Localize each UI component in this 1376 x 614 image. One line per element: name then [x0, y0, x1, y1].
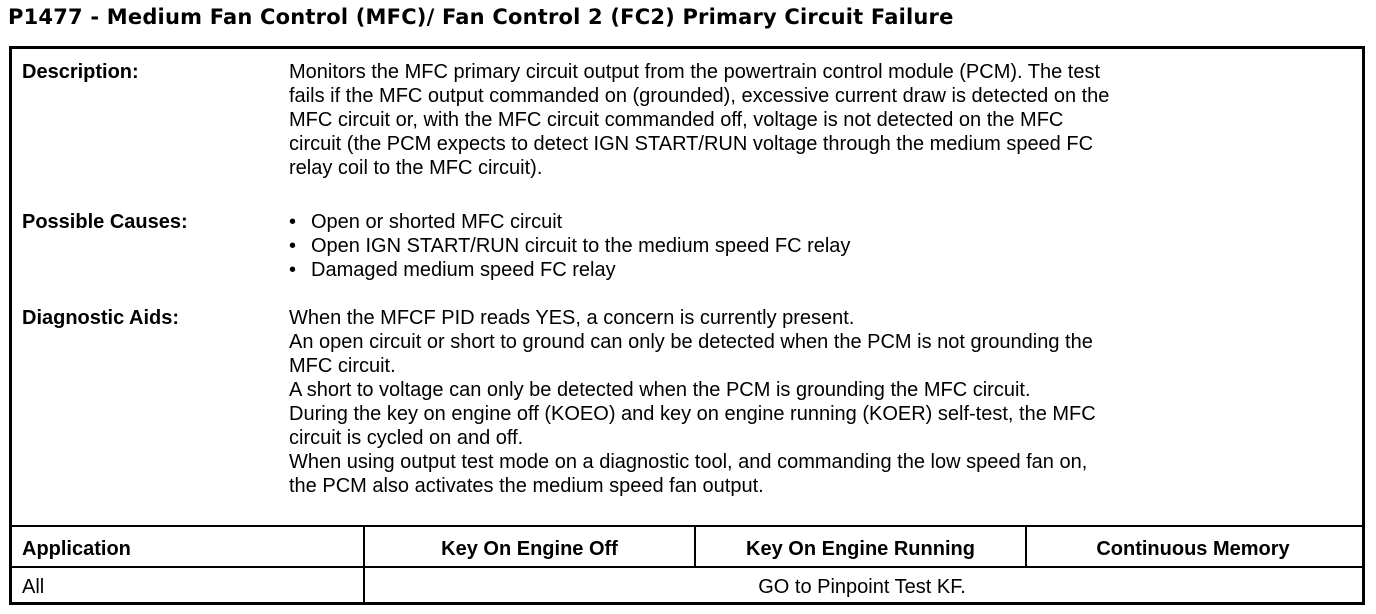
diagnostic-aid-line: When the MFCF PID reads YES, a concern is currently present. [289, 307, 855, 329]
diagnostic-aid-line: circuit is cycled on and off. [289, 427, 524, 449]
diagnostic-aids-text [289, 306, 1348, 498]
cause-text: Open IGN START/RUN circuit to the medium speed FC relay [311, 235, 851, 257]
dtc-info-box [9, 46, 1365, 605]
description-label: Description: [22, 61, 139, 83]
pinpoint-test-action: GO to Pinpoint Test KF. [758, 576, 966, 598]
bullet-icon: • [289, 259, 297, 281]
table-top-divider [12, 525, 1362, 527]
bullet-icon: • [289, 211, 297, 233]
application-value: All [22, 576, 45, 598]
list-item [289, 234, 1348, 258]
description-text [289, 60, 1348, 180]
description-line: fails if the MFC output commanded on (grounded), excessive current draw is detected on the [289, 85, 1110, 107]
diagnostic-aid-line: A short to voltage can only be detected when the PCM is grounding the MFC circuit. [289, 379, 1031, 401]
diagnostic-aid-line: MFC circuit. [289, 355, 396, 377]
description-line: circuit (the PCM expects to detect IGN START/RUN voltage through the medium speed FC [289, 133, 1094, 155]
list-item [289, 210, 1348, 234]
header-application: Application [22, 538, 131, 560]
table-row-divider [12, 566, 1362, 568]
diagnostic-aid-line: the PCM also activates the medium speed fan output. [289, 475, 764, 497]
possible-causes-label: Possible Causes: [22, 211, 188, 233]
bullet-icon: • [289, 235, 297, 257]
cause-text: Open or shorted MFC circuit [311, 211, 563, 233]
description-line: Monitors the MFC primary circuit output from the powertrain control module (PCM). The test [289, 61, 1101, 83]
diagnostic-aids-label: Diagnostic Aids: [22, 307, 180, 329]
header-continuous-memory: Continuous Memory [1096, 538, 1290, 560]
cause-text: Damaged medium speed FC relay [311, 259, 616, 281]
diagnostic-aid-line: When using output test mode on a diagnostic tool, and commanding the low speed fan on, [289, 451, 1088, 473]
header-key-on-engine-running: Key On Engine Running [746, 538, 975, 560]
diagnostic-aid-line: An open circuit or short to ground can only be detected when the PCM is not grounding the [289, 331, 1093, 353]
page-title: P1477 - Medium Fan Control (MFC)/ Fan Control 2 (FC2) Primary Circuit Failure [8, 5, 954, 29]
header-key-on-engine-off: Key On Engine Off [441, 538, 618, 560]
description-line: MFC circuit or, with the MFC circuit commanded off, voltage is not detected on the MFC [289, 109, 1064, 131]
description-line: relay coil to the MFC circuit). [289, 157, 543, 179]
list-item [289, 258, 1348, 282]
diagnostic-aid-line: During the key on engine off (KOEO) and key on engine running (KOER) self-test, the MFC [289, 403, 1096, 425]
possible-causes-list [289, 210, 1348, 282]
